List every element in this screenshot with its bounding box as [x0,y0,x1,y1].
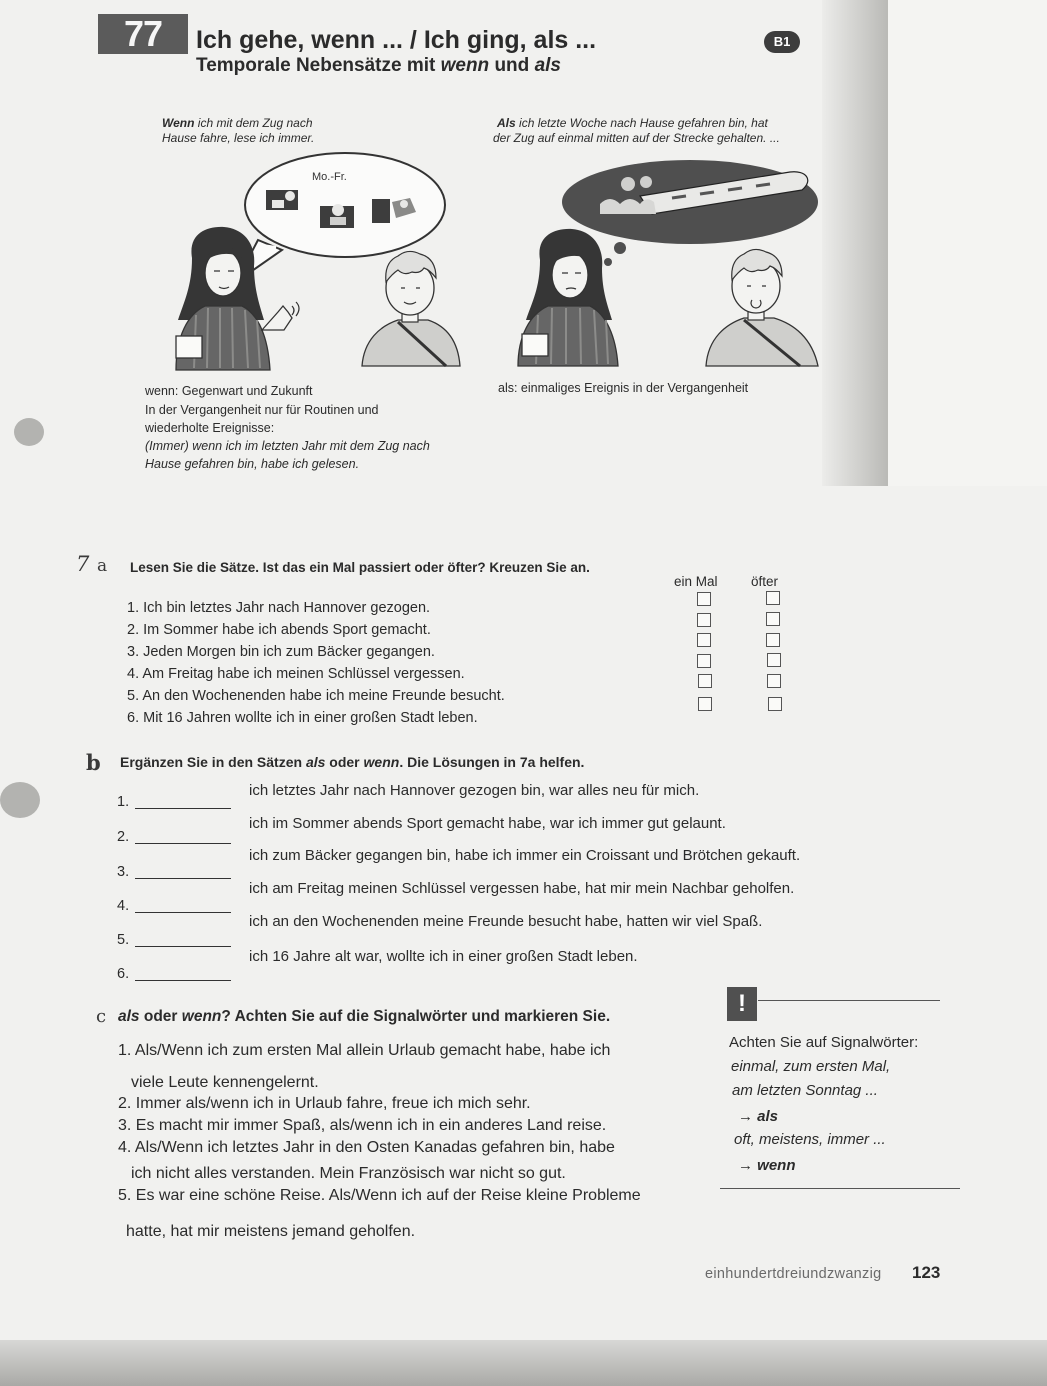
exercise-b-number: 3. [117,864,130,880]
keyword-als: als [305,754,326,770]
man-illustration [706,249,818,366]
exercise-a-item: 3. Jeden Morgen bin ich zum Bäcker gegangen. [127,644,435,660]
weekday-label: Mo.-Fr. [312,171,347,183]
tip-often-words: oft, meistens, immer ... [734,1131,886,1148]
tip-once-words: am letzten Sonntag ... [732,1082,878,1099]
page-title: Ich gehe, wenn ... / Ich ging, als ... [196,26,597,54]
exercise-letter-a: a [97,556,108,576]
woman-illustration [518,229,618,366]
instruction-text: ? Achten Sie auf die Signalwörter und markieren Sie. [221,1008,611,1025]
level-badge: B1 [764,31,800,53]
exercise-b-number: 4. [117,898,130,914]
item-number: 4. [118,1139,132,1156]
example-line: (Immer) wenn ich im letzten Jahr mit dem Zug nach [145,439,430,453]
exercise-a-item: 5. An den Wochenenden habe ich meine Freunde besucht. [127,688,505,704]
answer-blank-2[interactable] [135,843,231,844]
exercise-b-number: 5. [117,932,130,948]
item-text: Es war eine schöne Reise. Als/Wenn ich auf der Reise kleine Probleme [135,1187,641,1204]
item-number: 1. [118,1042,132,1059]
exercise-b-number: 2. [117,829,130,845]
exercise-b-number: 6. [117,966,130,982]
page-number-words: einhundertdreiundzwanzig [705,1266,882,1282]
exercise-c-instruction [118,1008,610,1026]
answer-blank-6[interactable] [135,980,231,981]
page-bottom-shadow [0,1340,1047,1386]
caption-line: der Zug auf einmal mitten auf der Strecke gehalten. ... [493,131,780,145]
keyword-wenn: wenn [363,754,400,770]
past-note-line: In der Vergangenheit nur für Routinen und [145,403,379,417]
caption-keyword: Als [497,116,516,130]
commuter-icon [320,204,354,228]
exercise-c-item [118,1042,610,1060]
instruction-text: Ergänzen Sie in den Sätzen [120,754,306,770]
checkbox-often-5[interactable] [767,674,781,688]
exercise-c-item [118,1117,606,1135]
exercise-b-sentence: ich im Sommer abends Sport gemacht habe, war ich immer gut gelaunt. [249,815,726,832]
item-number: 3. [118,1117,132,1134]
exercise-a-item: 2. Im Sommer habe ich abends Sport gemacht. [127,622,431,638]
answer-blank-4[interactable] [135,912,231,913]
illustration-panel [0,0,1047,380]
train-stopped-bubble [562,160,818,266]
subtitle-keyword-wenn: wenn [440,55,490,76]
checkbox-often-4[interactable] [767,653,781,667]
example-line: Hause gefahren bin, habe ich gelesen. [145,457,360,471]
caption-line: ich letzte Woche nach Hause gefahren bin, hat [515,116,768,130]
checkbox-once-6[interactable] [698,697,712,711]
past-note-line: wiederholte Ereignisse: [145,421,275,435]
exercise-a-item: 4. Am Freitag habe ich meinen Schlüssel vergessen. [127,666,465,682]
item-text: Immer als/wenn ich in Urlaub fahre, freue ich mich sehr. [135,1095,531,1112]
item-text: Als/Wenn ich zum ersten Mal allein Urlaub gemacht habe, habe ich [134,1042,611,1059]
item-text: Es macht mir immer Spaß, als/wenn ich in ein anderes Land reise. [135,1117,607,1134]
tip-once-result: → als [738,1108,779,1125]
exercise-b-sentence: ich am Freitag meinen Schlüssel vergessen habe, hat mir mein Nachbar geholfen. [249,880,795,897]
man-listening-illustration [362,251,460,366]
wenn-rule: wenn: Gegenwart und Zukunft [145,384,313,398]
instruction-text: . Die Lösungen in 7a helfen. [399,754,585,770]
commuter-icon [266,190,298,210]
checkbox-often-2[interactable] [766,612,780,626]
lesson-number: 77 [98,14,188,54]
keyword-als: als [118,1008,140,1025]
item-number: 5. [118,1187,132,1204]
caption-line: ich mit dem Zug nach [194,116,313,130]
exercise-b-sentence: ich letztes Jahr nach Hannover gezogen bin, war alles neu für mich. [249,782,700,799]
item-text-continued: ich nicht alles verstanden. Mein Französisch war nicht so gut. [131,1165,566,1182]
exercise-b-sentence: ich zum Bäcker gegangen bin, habe ich immer ein Croissant und Brötchen gekauft. [249,847,801,864]
tip-once-words: einmal, zum ersten Mal, [731,1058,891,1075]
checkbox-once-5[interactable] [698,674,712,688]
item-text-continued: hatte, hat mir meistens jemand geholfen. [126,1223,416,1240]
als-rule: als: einmaliges Ereignis in der Vergangenheit [498,381,749,395]
caption-keyword: Wenn [162,116,195,130]
exercise-a-item: 1. Ich bin letztes Jahr nach Hannover gezogen. [127,600,431,616]
exercise-letter-c: c [96,1006,107,1027]
exercise-number: 7 [76,552,90,576]
checkbox-once-1[interactable] [697,592,711,606]
instruction-text: oder [139,1008,182,1025]
keyword-wenn: wenn [181,1008,222,1025]
item-text: Als/Wenn ich letztes Jahr in den Osten Kanadas gefahren bin, habe [134,1139,615,1156]
exercise-c-item [118,1187,641,1205]
checkbox-often-1[interactable] [766,591,780,605]
tip-heading: Achten Sie auf Signalwörter: [729,1034,919,1051]
exercise-c-item [118,1095,531,1113]
exercise-c-item [118,1139,615,1157]
checkbox-once-4[interactable] [697,654,711,668]
page-number: 123 [912,1263,941,1282]
subtitle-keyword-als: als [534,55,561,76]
exercise-letter-b: b [86,750,101,775]
checkbox-often-6[interactable] [768,697,782,711]
answer-blank-1[interactable] [135,808,231,809]
punch-hole [0,782,40,818]
exercise-b-sentence: ich an den Wochenenden meine Freunde besucht habe, hatten wir viel Spaß. [249,913,763,930]
tip-box-top-rule [758,1000,940,1001]
tip-box-bottom-rule [720,1188,960,1189]
exercise-b-instruction [120,754,584,770]
checkbox-often-3[interactable] [766,633,780,647]
checkbox-once-2[interactable] [697,613,711,627]
answer-blank-5[interactable] [135,946,231,947]
item-text-continued: viele Leute kennengelernt. [131,1074,319,1091]
subtitle-mid: und [489,55,535,76]
exercise-a-item: 6. Mit 16 Jahren wollte ich in einer großen Stadt leben. [127,710,478,726]
item-number: 2. [118,1095,132,1112]
column-header-once: ein Mal [674,574,718,589]
tip-often-result: → wenn [738,1157,796,1174]
exercise-b-sentence: ich 16 Jahre alt war, wollte ich in einer großen Stadt leben. [249,948,638,965]
checkbox-once-3[interactable] [697,633,711,647]
exclamation-icon: ! [727,987,757,1021]
instruction-text: oder [325,754,364,770]
caption-line: Hause fahre, lese ich immer. [162,131,315,145]
exercise-b-number: 1. [117,794,130,810]
punch-hole [14,418,44,446]
exercise-a-instruction: Lesen Sie die Sätze. Ist das ein Mal passiert oder öfter? Kreuzen Sie an. [130,560,590,575]
answer-blank-3[interactable] [135,878,231,879]
subtitle-prefix: Temporale Nebensätze mit [196,55,441,76]
column-header-often: öfter [751,574,779,589]
